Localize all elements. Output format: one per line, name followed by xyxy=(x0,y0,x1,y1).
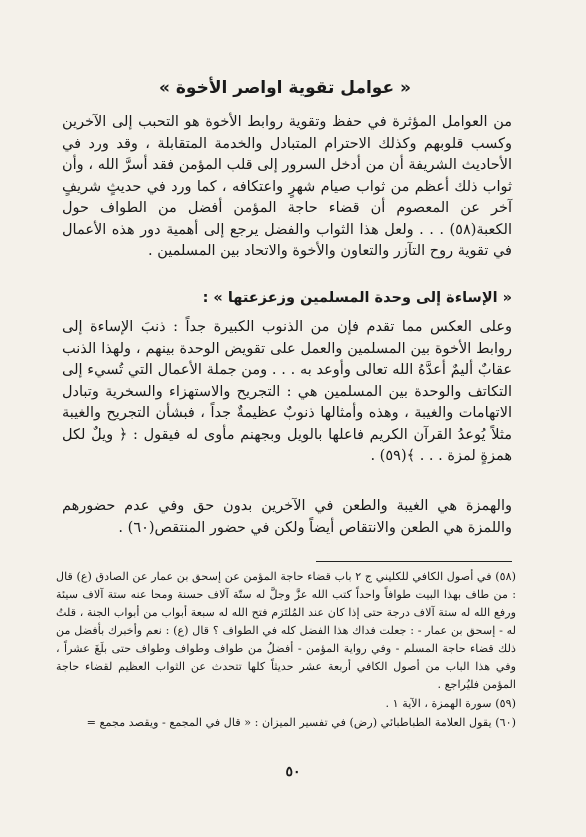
subheading: « الإساءة إلى وحدة المسلمين وزعزعتها » : xyxy=(202,290,512,306)
page-number: ٥٠ xyxy=(285,764,301,780)
paragraph-2: وعلى العكس مما تقدم فإن من الذنوب الكبيرة جداً : ذنبَ الإساءة إلى روابط الأخوة بين المسلمين والعمل على تقويض الوحدة بينهم ، ولهذا الذنب عقابٌ أليمٌ أعدَّهُ الله تعالى وأوعد به . . . ومن جملة الأعمال التي تُسيء إلى التكاتف والوحدة بين المسلمين هي : التجريح والاستهزاء والسخرية وتبادل الاتهامات والغيبة ، وهذه وأمثالها ذنوبٌ عظيمةٌ جداً ، فبشأن التجريح والغيبة مثلاً يُوعدُ القرآن الكريم فاعلها بالويل وبجهنم مأوى له فيقول : ﴿ ويلٌ لكل همزةٍ لمزة . . . ﴾(٥٩) . xyxy=(62,319,513,464)
paragraph-1: من العوامل المؤثرة في حفظ وتقوية روابط الأخوة هو التحبب إلى الآخرين وكسب قلوبهم وكذلك الاحترام المتبادل والخدمة المتقابلة ، وقد ورد في الأحاديث الشريفة أن من أدخل السرور إلى قلب المؤمن فقد أسرَّ الله ، وأن ثواب ذلك أعظم من ثواب صيام شهرٍ واعتكافه ، كما ورد في حديثٍ شريفٍ آخر عن المعصوم أن قضاء حاجة المؤمن أفضل من الطواف حول الكعبة(٥٨) . . . ولعل هذا الثواب والفضل يرجع إلى أهمية دور هذه الأعمال في تقوية روح التآزر والتعاون والأخوة والاتحاد بين المسلمين . xyxy=(62,114,512,259)
footnote-58: (٥٨) في أصول الكافي للكليني ج ٢ باب قضاء حاجة المؤمن عن إسحق بن عمار عن الصادق (ع) قال : من طاف بهذا البيت طوافاً واحداً كتب الله عزَّ وجلَّ له ستّة آلاف حسنة ومحا عنه ستة آلاف سيئة ورفع الله له ستة آلاف درجة حتى إذا كان عند المُلتَزم فتح الله له سبعة أبواب من أبواب الجنة ، قلتُ له - إسحق بن عمار - : جعلت فداك هذا الفضل كله في الطواف ؟ قال (ع) : نعم وأخبرك بأفضل من ذلك قضاء حاجة المسلم - وفي رواية المؤمن - أفضلُ من طواف وطواف وطواف حتى بلَغَ عشراً ، وفي هذا الباب من أصول الكافي أربعة عشر حديثاً كلها تتحدث عن الثواب العظيم لقضاء حاجة المؤمن فليُراجع . xyxy=(56,570,516,691)
paragraph-3: والهمزة هي الغيبة والطعن في الآخرين بدون حق وفي عدم حضورهم واللمزة هي الطعن والانتقاص أيضاً ولكن في حضور المنتقص(٦٠) . xyxy=(62,498,512,536)
footnote-59: (٥٩) سورة الهمزة ، الآية ١ . xyxy=(385,697,516,710)
footnote-60: (٦٠) يقول العلامة الطباطبائي (رض) في تفسير الميزان : « قال في المجمع - ويقصد مجمع = xyxy=(86,716,516,729)
section-heading: « عوامل تقوية اواصر الأخوة » xyxy=(159,78,411,98)
footnotes xyxy=(56,568,516,733)
footnote-divider xyxy=(316,561,512,562)
